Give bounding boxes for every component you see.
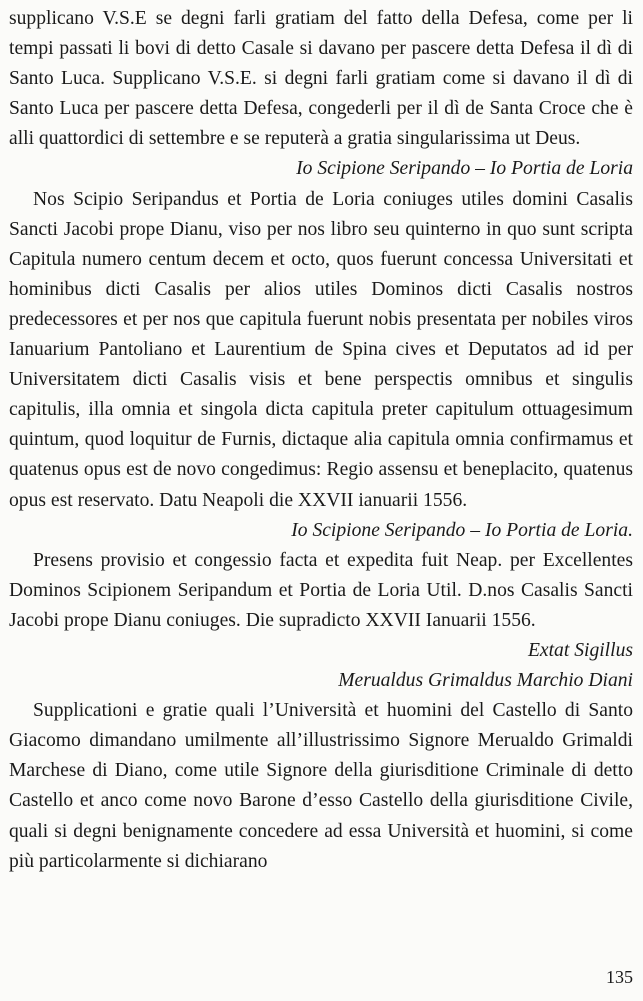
signature-line: Io Scipione Seripando – Io Portia de Loria — [296, 158, 633, 180]
page-number: 135 — [606, 967, 633, 987]
signature-line: Io Scipione Seripando – Io Portia de Loria. — [291, 519, 633, 541]
body-paragraph: Presens provisio et congessio facta et expedita fuit Neap. per Excellentes Dominos Scipionem Seripandum et Portia de Loria Util. D.nos Casalis Sancti Jacobi prope Dianu coniuges. Die supradicto XXVII Ianuarii 1556. — [9, 549, 633, 631]
body-paragraph: Nos Scipio Seripandus et Portia de Loria coniuges utiles domini Casalis Sancti Jacobi prope Dianu, viso per nos libro seu quinterno in quo sunt scripta Capitula numero centum decem et octo, quos fuerunt concessa Universitati et hominibus dicti Casalis per alios utiles Dominos dicti Casalis nostros predecessores et per nos que capitula fuerunt nobis presentata per nobiles viros Ianuarium Pantoliano et Laurentium de Spina cives et Deputatos ad id per Universitatem dicti Casalis visis et bene perspectis omnibus et singulis capitulis, illa omnia et singola dicta capitula preter capitulum ottuagesimum quintum, quod loquitur de Furnis, dictaque alia capitula omnia confirmamus et quatenus opus est de novo congedimus: Regio assensu et beneplacito, quatenus opus est reservato. Datu Neapoli die XXVII ianuarii 1556. — [9, 188, 633, 511]
signature-line: Merualdus Grimaldus Marchio Diani — [338, 670, 633, 692]
body-paragraph: Supplicationi e gratie quali l’Università et huomini del Castello di Santo Giacomo dimandano umilmente all’illustrissimo Signore Merualdo Grimaldi Marchese di Diano, come utile Signore della giurisditione Criminale di detto Castello et anco come novo Barone d’esso Castello della giurisditione Civile, quali si degni benignamente concedere ad essa Università et huomini, si come più particolarmente si dichiarano — [9, 700, 633, 872]
document-page — [9, 4, 633, 877]
seal-note: Extat Sigillus — [527, 639, 633, 661]
body-paragraph: supplicano V.S.E se degni farli gratiam del fatto della Defesa, come per li tempi passati li bovi di detto Casale si davano per pascere detta Defesa il dì di Santo Luca. Supplicano V.S.E. si degni farli gratiam come si davano il dì di Santo Luca per pascere detta Defesa, congederli per il dì de Santa Croce che è alli quattordici di settembre e se reputerà a gratia singularissima ut Deus. — [9, 8, 633, 150]
